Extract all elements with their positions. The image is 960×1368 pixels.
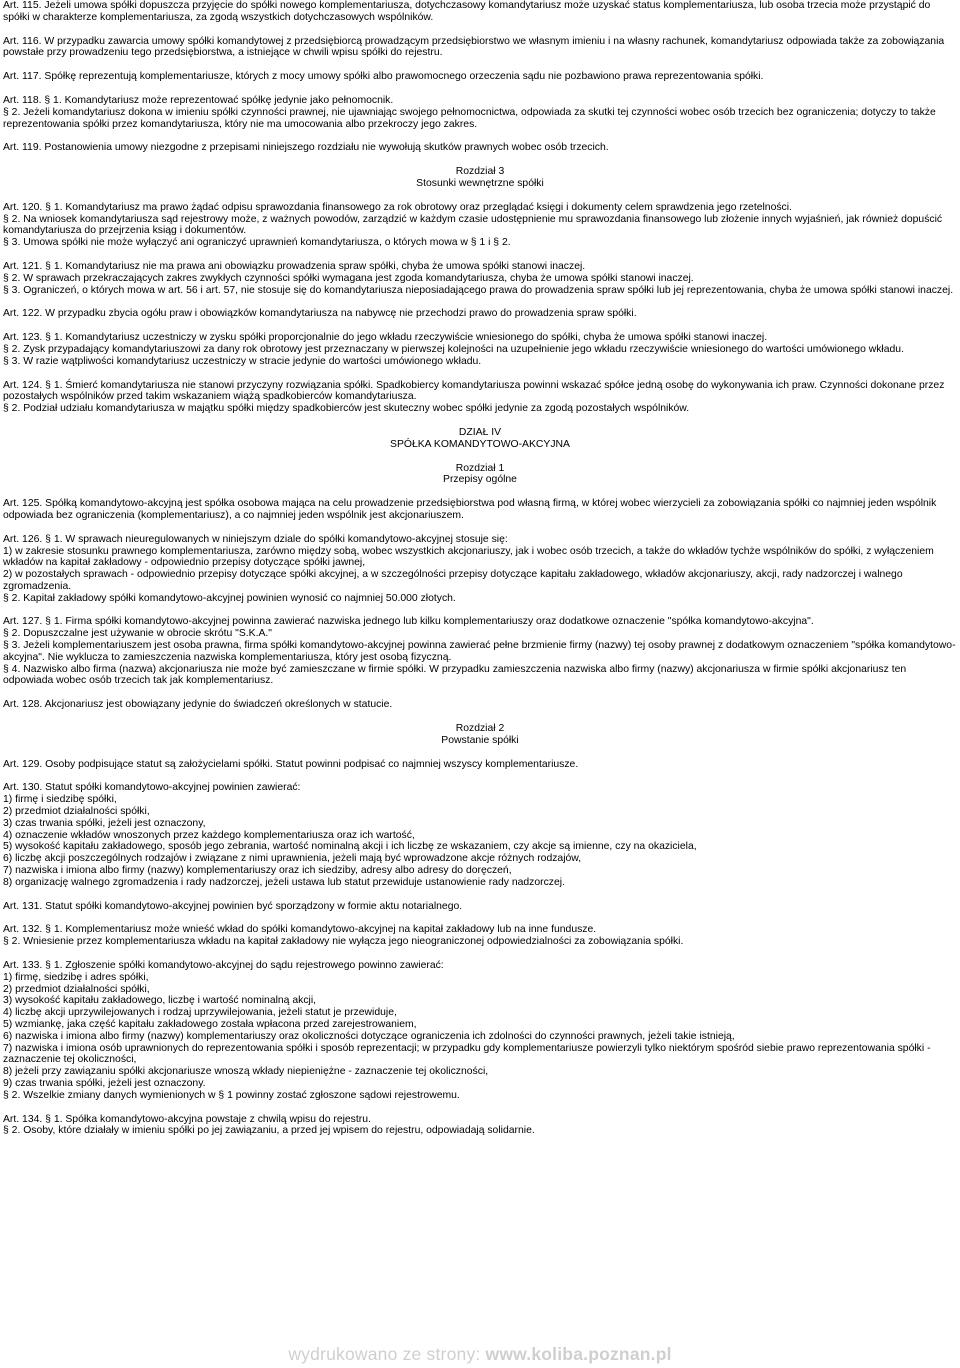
paragraph-line: § 2. W sprawach przekraczających zakres zwykłych czynności spółki wymagana jest zgoda komandytariusza, chyba że umowa spółki stanowi inaczej. <box>3 272 694 284</box>
heading-line: Stosunki wewnętrzne spółki <box>416 177 544 189</box>
art-134 <box>3 1114 957 1138</box>
paragraph-line: 6) liczbę akcji poszczególnych rodzajów i związane z nimi uprawnienia, jeżeli mają być wprowadzone akcje różnych rodzajów, <box>3 853 582 865</box>
art-129 <box>3 759 957 771</box>
footer-prefix: wydrukowano ze strony: <box>288 1344 486 1364</box>
paragraph-line: Art. 116. W przypadku zawarcia umowy spółki komandytowej z przedsiębiorcą prowadzącym przedsiębiorstwo we własnym imieniu i na własny rachunek, komandytariusz odpowiada także za zobowiązania powstałe przy prowadzeniu tego przedsiębiorstwa, a istniejące w chwili wpisu spółki do rejestru. <box>3 35 945 59</box>
paragraph-line: 1) w zakresie stosunku prawnego komplementariusza, zarówno między sobą, wobec wszystkich akcjonariuszy, jak i wobec osób trzecich, a także do wkładów tychże wspólników do spółki, z wyłączeniem wkładów na kapitał zakładowy - odpowiednio przepisy dotyczące spółki jawnej, <box>3 545 934 569</box>
paragraph-line: Art. 118. § 1. Komandytariusz może reprezentować spółkę jedynie jako pełnomocnik. <box>3 94 394 106</box>
paragraph-line: Art. 119. Postanowienia umowy niezgodne z przepisami niniejszego rozdziału nie wywołują skutków prawnych wobec osób trzecich. <box>3 142 609 154</box>
art-121 <box>3 261 957 296</box>
paragraph-line: 3) czas trwania spółki, jeżeli jest oznaczony, <box>3 817 206 829</box>
paragraph-line: 7) nazwiska i imiona albo firmy (nazwy) komplementariuszy oraz ich siedziby, adresy albo adresy do doręczeń, <box>3 865 512 877</box>
chapter-2-heading <box>3 723 957 747</box>
heading-line: Powstanie spółki <box>441 734 519 746</box>
art-127 <box>3 616 957 687</box>
art-116 <box>3 36 957 60</box>
paragraph-line: Art. 125. Spółką komandytowo-akcyjną jest spółka osobowa mająca na celu prowadzenie przedsiębiorstwa pod własną firmą, w której wobec wierzycieli za zobowiązania spółki co najmniej jeden wspólnik odpowiada bez ograniczenia (komplementariusz), a co najmniej jeden wspólnik jest akcjonariuszem. <box>3 498 937 521</box>
heading-line: Rozdział 2 <box>455 723 505 735</box>
paragraph-line: § 2. Osoby, które działały w imieniu spółki po jej zawiązaniu, a przed jej wpisem do rejestru, odpowiadają solidarnie. <box>3 1125 535 1137</box>
heading-line: SPÓŁKA KOMANDYTOWO-AKCYJNA <box>390 438 570 450</box>
art-128 <box>3 699 957 711</box>
paragraph-line: Art. 126. § 1. W sprawach nieuregulowanych w niniejszym dziale do spółki komandytowo-akcyjnej stosuje się: <box>3 533 508 545</box>
paragraph-line: 6) nazwiska i imiona albo firmy (nazwy) komplementariuszy oraz okoliczności dotyczące ograniczenia ich zdolności do czynności prawnych, jeżeli takie istnieją, <box>3 1030 735 1042</box>
paragraph-line: § 4. Nazwisko albo firma (nazwa) akcjonariusza nie może być zamieszczane w firmie spółki. W przypadku zamieszczenia nazwiska albo firmy (nazwy) akcjonariusza w firmie spółki akcjonariusz ten odpowiada wobec osób trzecich tak jak komplementariusz. <box>3 663 907 687</box>
chapter-3-heading <box>3 166 957 190</box>
paragraph-line: Art. 121. § 1. Komandytariusz nie ma prawa ani obowiązku prowadzenia spraw spółki, chyba że umowa spółki stanowi inaczej. <box>3 260 586 272</box>
art-125 <box>3 498 957 522</box>
art-131 <box>3 901 957 913</box>
heading-line: DZIAŁ IV <box>458 426 502 438</box>
paragraph-line: § 3. Umowa spółki nie może wyłączyć ani ograniczyć uprawnień komandytariusza, o których mowa w § 1 i § 2. <box>3 237 511 249</box>
paragraph-line: Art. 134. § 1. Spółka komandytowo-akcyjna powstaje z chwilą wpisu do rejestru. <box>3 1113 371 1125</box>
division-4-heading <box>3 427 957 451</box>
paragraph-line: Art. 123. § 1. Komandytariusz uczestniczy w zysku spółki proporcjonalnie do jego wkładu rzeczywiście wniesionego do spółki, chyba że umowa spółki stanowi inaczej. <box>3 332 768 344</box>
art-126 <box>3 534 957 605</box>
paragraph-line: 9) czas trwania spółki, jeżeli jest oznaczony. <box>3 1077 206 1089</box>
paragraph-line: Art. 131. Statut spółki komandytowo-akcyjnej powinien być sporządzony w formie aktu notarialnego. <box>3 900 463 912</box>
paragraph-line: Art. 129. Osoby podpisujące statut są założycielami spółki. Statut powinni podpisać co najmniej wszyscy komplementariusze. <box>3 758 579 770</box>
heading-line: Przepisy ogólne <box>443 474 517 486</box>
paragraph-line: § 3. Jeżeli komplementariuszem jest osoba prawna, firma spółki komandytowo-akcyjnej powinna zawierać pełne brzmienie firmy (nazwy) tej osoby prawnej z dodatkowym oznaczeniem "spółka komandytowo-akcyjna". Nie wyklucza to zamieszczenia nazwiska komplementariusza, który jest osobą fizyczną. <box>3 640 956 663</box>
heading-line: Rozdział 3 <box>455 166 505 178</box>
paragraph-line: § 3. W razie wątpliwości komandytariusz uczestniczy w stracie jedynie do wartości umówionego wkładu. <box>3 355 482 367</box>
art-122 <box>3 308 957 320</box>
print-footer <box>0 1344 960 1365</box>
paragraph-line: § 2. Wniesienie przez komplementariusza wkładu na kapitał zakładowy nie wyłącza jego nieograniczonej odpowiedzialności za zobowiązania spółki. <box>3 936 684 948</box>
art-124 <box>3 380 957 415</box>
paragraph-line: 5) wzmiankę, jaka część kapitału zakładowego została wpłacona przed zarejestrowaniem, <box>3 1019 417 1030</box>
art-123 <box>3 332 957 367</box>
paragraph-line: Art. 132. § 1. Komplementariusz może wnieść wkład do spółki komandytowo-akcyjnej na kapitał zakładowy lub na inne fundusze. <box>3 924 597 936</box>
paragraph-line: 3) wysokość kapitału zakładowego, liczbę i wartość nominalną akcji, <box>3 995 317 1007</box>
paragraph-line: 2) przedmiot działalności spółki, <box>3 983 150 995</box>
paragraph-line: Art. 128. Akcjonariusz jest obowiązany jedynie do świadczeń określonych w statucie. <box>3 699 393 711</box>
art-119 <box>3 142 957 154</box>
paragraph-line: 1) firmę, siedzibę i adres spółki, <box>3 971 149 983</box>
chapter-1-heading <box>3 463 957 487</box>
art-132 <box>3 924 957 948</box>
paragraph-line: 2) w pozostałych sprawach - odpowiednio przepisy dotyczące spółki akcyjnej, a w szczególności przepisy dotyczące kapitału zakładowego, wkładów akcjonariuszy, akcji, rady nadzorczej i walnego zgromadzenia. <box>3 569 903 592</box>
paragraph-line: 4) oznaczenie wkładów wnoszonych przez każdego komplementariusza oraz ich wartość, <box>3 829 415 841</box>
art-117 <box>3 71 957 83</box>
paragraph-line: 1) firmę i siedzibę spółki, <box>3 794 117 806</box>
paragraph-line: § 2. Podział udziału komandytariusza w majątku spółki między spadkobierców jest skuteczny wobec spółki jedynie za zgodą pozostałych wspólników. <box>3 403 690 415</box>
paragraph-line: Art. 133. § 1. Zgłoszenie spółki komandytowo-akcyjnej do sądu rejestrowego powinno zawierać: <box>3 960 444 972</box>
paragraph-line: Art. 124. § 1. Śmierć komandytariusza nie stanowi przyczyny rozwiązania spółki. Spadkobiercy komandytariusza powinni wskazać spółce jedną osobę do wykonywania ich praw. Czynności dokonane przez pozostałych wspólników przed takim wskazaniem wiążą spadkobierców komandytariusza. <box>3 379 945 403</box>
paragraph-line: § 3. Ograniczeń, o których mowa w art. 56 i art. 57, nie stosuje się do komandytariusza nieposiadającego prawa do prowadzenia spraw spółki lub jej reprezentowania, chyba że umowa spółki stanowi inaczej. <box>3 284 954 296</box>
paragraph-line: § 2. Zysk przypadający komandytariuszowi za dany rok obrotowy jest przeznaczany w pierwszej kolejności na uzupełnienie jego wkładu rzeczywiście wniesionego do wartości umówionego wkładu. <box>3 343 904 355</box>
paragraph-line: 8) jeżeli przy zawiązaniu spółki akcjonariusze wnoszą wkłady niepieniężne - zaznaczenie tej okoliczności, <box>3 1066 489 1078</box>
footer-site-link[interactable]: www.koliba.poznan.pl <box>485 1344 672 1364</box>
paragraph-line: 4) liczbę akcji uprzywilejowanych i rodzaj uprzywilejowania, jeżeli statut je przewiduje, <box>3 1007 397 1019</box>
paragraph-line: 2) przedmiot działalności spółki, <box>3 806 150 818</box>
paragraph-line: Art. 122. W przypadku zbycia ogółu praw i obowiązków komandytariusza na nabywcę nie przechodzi prawo do prowadzenia spraw spółki. <box>3 308 637 320</box>
heading-line: Rozdział 1 <box>455 462 505 474</box>
paragraph-line: Art. 115. Jeżeli umowa spółki dopuszcza przyjęcie do spółki nowego komplementariusza, dotychczasowy komandytariusz może uzyskać status komplementariusza, lub osoba trzecia może przystąpić do spółki w charakterze komplementariusza, za zgodą wszystkich dotychczasowych wspólników. <box>3 0 931 23</box>
paragraph-line: § 2. Jeżeli komandytariusz dokona w imieniu spółki czynności prawnej, nie ujawniając swojego pełnomocnictwa, odpowiada za skutki tej czynności wobec osób trzecich bez ograniczenia; dotyczy to także reprezentowania spółki przez komandytariusza, który nie ma umocowania albo przekroczy jego zakres. <box>3 106 936 130</box>
paragraph-line: § 2. Na wniosek komandytariusza sąd rejestrowy może, z ważnych powodów, zarządzić w każdym czasie udostępnienie mu sprawozdania finansowego lub złożenie innych wyjaśnień, jak również dopuścić komandytariusza do przejrzenia ksiąg i dokumentów. <box>3 213 943 237</box>
paragraph-line: Art. 130. Statut spółki komandytowo-akcyjnej powinien zawierać: <box>3 782 301 794</box>
paragraph-line: 5) wysokość kapitału zakładowego, sposób jego zebrania, wartość nominalną akcji i ich liczbę ze wskazaniem, czy akcje są imienne, czy na okaziciela, <box>3 841 697 853</box>
paragraph-line: Art. 127. § 1. Firma spółki komandytowo-akcyjnej powinna zawierać nazwiska jednego lub kilku komplementariuszy oraz dodatkowe oznaczenie "spółka komandytowo-akcyjna". <box>3 616 814 628</box>
art-118 <box>3 95 957 130</box>
paragraph-line: § 2. Dopuszczalne jest używanie w obrocie skrótu "S.K.A." <box>3 628 272 640</box>
paragraph-line: 7) nazwiska i imiona osób uprawnionych do reprezentowania spółki i sposób reprezentacji; w przypadku gdy komplementariusze powierzyli tylko niektórym spośród siebie prawo reprezentowania spółki - zaznaczenie tej okoliczności, <box>3 1042 931 1066</box>
art-115 <box>3 0 957 24</box>
paragraph-line: 8) organizację walnego zgromadzenia i rady nadzorczej, jeżeli ustawa lub statut przewiduje ustanowienie rady nadzorczej. <box>3 876 565 888</box>
paragraph-line: Art. 120. § 1. Komandytariusz ma prawo żądać odpisu sprawozdania finansowego za rok obrotowy oraz przeglądać księgi i dokumenty celem sprawdzenia jego rzetelności. <box>3 201 792 213</box>
art-130 <box>3 782 957 888</box>
paragraph-line: § 2. Wszelkie zmiany danych wymienionych w § 1 powinny zostać zgłoszone sądowi rejestrowemu. <box>3 1089 460 1101</box>
paragraph-line: Art. 117. Spółkę reprezentują komplementariusze, których z mocy umowy spółki albo prawomocnego orzeczenia sądu nie pozbawiono prawa reprezentowania spółki. <box>3 71 764 83</box>
paragraph-line: § 2. Kapitał zakładowy spółki komandytowo-akcyjnej powinien wynosić co najmniej 50.000 złotych. <box>3 592 456 604</box>
art-120 <box>3 202 957 249</box>
art-133 <box>3 960 957 1102</box>
